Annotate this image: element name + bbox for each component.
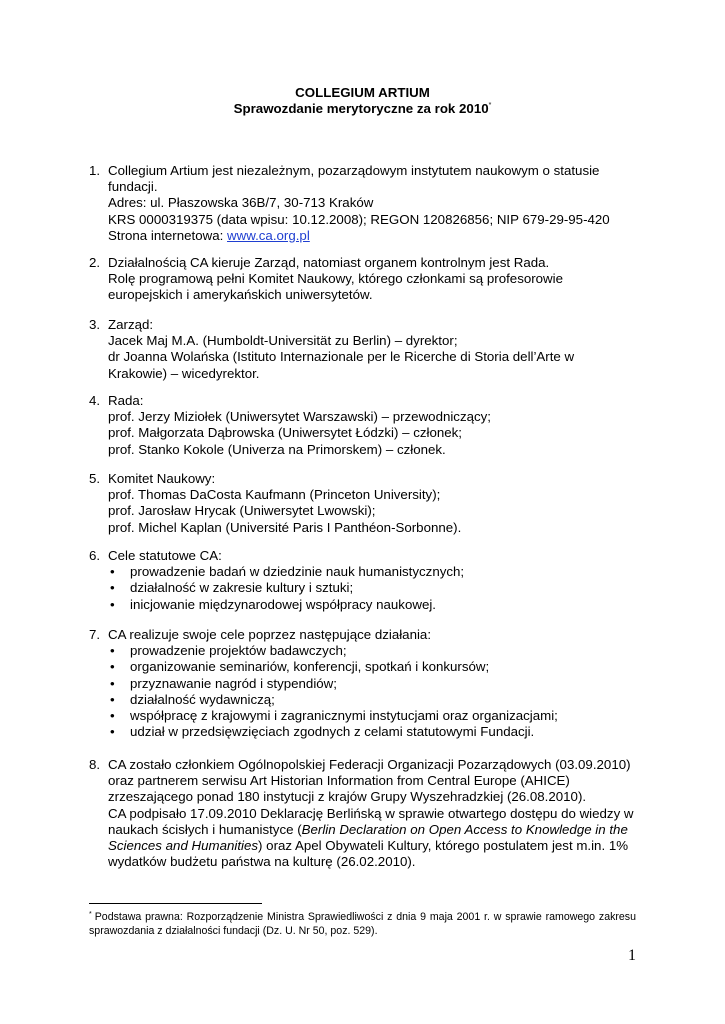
- text-span: naukach ścisłych i humanistyce (: [108, 821, 302, 837]
- text-line: prof. Małgorzata Dąbrowska (Uniwersytet Łódzki) – członek;: [108, 425, 462, 441]
- list-item: • przyznawanie nagród i stypendiów;: [108, 676, 648, 692]
- page-number: 1: [628, 947, 636, 964]
- bullet-list: [108, 564, 648, 613]
- subtitle-text: Sprawozdanie merytoryczne za rok 2010: [233, 101, 489, 116]
- text-line: Działalnością CA kieruje Zarząd, natomiast organem kontrolnym jest Rada.: [108, 255, 550, 270]
- text-line: CA podpisało 17.09.2010 Deklarację Berlińską w sprawie otwartego dostępu do wiedzy w: [108, 805, 634, 821]
- text-line: prof. Jerzy Miziołek (Uniwersytet Warszawski) – przewodniczący;: [108, 409, 491, 425]
- text-line: wydatków budżetu państwa na kulturę (26.02.2010).: [108, 854, 416, 870]
- list-item: • inicjowanie międzynarodowej współpracy naukowej.: [108, 597, 648, 613]
- section-heading: Komitet Naukowy:: [108, 471, 216, 486]
- document-subtitle: [0, 101, 725, 116]
- website-link[interactable]: www.ca.org.pl: [227, 227, 310, 243]
- website-line: [108, 228, 648, 244]
- text-line: prof. Jarosław Hrycak (Uniwersytet Lwowski);: [108, 503, 376, 519]
- document-title: COLLEGIUM ARTIUM: [295, 85, 430, 100]
- footnote: [89, 908, 636, 938]
- text-line: [108, 822, 648, 838]
- section-heading: CA realizuje swoje cele poprzez następujące działania:: [108, 627, 432, 642]
- list-item: • udział w przedsięwzięciach zgodnych z celami statutowymi Fundacji.: [108, 724, 648, 740]
- declaration-title: Berlin Declaration on Open Access to Knowledge in the: [301, 821, 628, 837]
- section-number: 8.: [89, 757, 101, 772]
- section-number: 3.: [89, 317, 101, 332]
- text-line: dr Joanna Wolańska (Istituto Internazionale per le Ricerche di Storia dell’Arte w: [108, 349, 575, 365]
- address-line: Adres: ul. Płaszowska 36B/7, 30-713 Kraków: [108, 195, 374, 211]
- section-number: 2.: [89, 255, 101, 270]
- text-span: ) oraz Apel Obywateli Kultury, którego postulatem jest m.in. 1%: [258, 838, 629, 854]
- text-line: europejskich i amerykańskich uniwersytetów.: [108, 287, 373, 303]
- section-number: 5.: [89, 471, 101, 486]
- text-line: [108, 838, 648, 854]
- text-line: prof. Thomas DaCosta Kaufmann (Princeton University);: [108, 487, 441, 503]
- text-line: oraz partnerem serwisu Art Historian Information from Central Europe (AHICE): [108, 773, 570, 789]
- list-item: • prowadzenie projektów badawczych;: [108, 643, 648, 659]
- text-line: CA zostało członkiem Ogólnopolskiej Federacji Organizacji Pozarządowych (03.09.2010): [108, 757, 631, 772]
- footnote-text: Podstawa prawna: Rozporządzenie Ministra Sprawiedliwości z dnia 9 maja 2001 r. w sprawie ramowego zakresu sprawozdania z działalności fundacji (Dz. U. Nr 50, poz. 529).: [89, 911, 636, 937]
- text-line: Krakowie) – wicedyrektor.: [108, 365, 260, 381]
- text-line: Collegium Artium jest niezależnym, pozarządowym instytutem naukowym o statusie: [108, 163, 600, 178]
- section-number: 7.: [89, 627, 101, 642]
- footnote-ref-mark: *: [488, 102, 492, 109]
- text-line: Jacek Maj M.A. (Humboldt-Universität zu Berlin) – dyrektor;: [108, 333, 458, 349]
- text-line: prof. Stanko Kokole (Univerza na Primorskem) – członek.: [108, 441, 446, 457]
- section-heading: Cele statutowe CA:: [108, 548, 222, 563]
- section-heading: Rada:: [108, 393, 144, 408]
- text-line: prof. Michel Kaplan (Université Paris I Panthéon-Sorbonne).: [108, 519, 462, 535]
- footnote-mark: *: [89, 911, 92, 918]
- section-number: 1.: [89, 163, 101, 178]
- text-line: fundacji.: [108, 179, 158, 195]
- text-line: Rolę programową pełni Komitet Naukowy, którego członkami są profesorowie: [108, 271, 564, 287]
- bullet-list: [108, 643, 648, 740]
- registry-line: KRS 0000319375 (data wpisu: 10.12.2008); REGON 120826856; NIP 679-29-95-420: [108, 211, 610, 227]
- text-line: zrzeszającego ponad 180 instytucji z krajów Grupy Wyszehradzkiej (26.08.2010).: [108, 789, 587, 805]
- section-number: 6.: [89, 548, 101, 563]
- list-item: • organizowanie seminariów, konferencji, spotkań i konkursów;: [108, 659, 648, 675]
- section-heading: Zarząd:: [108, 317, 154, 332]
- footnote-divider: [89, 903, 262, 904]
- list-item: • działalność wydawniczą;: [108, 692, 648, 708]
- list-item: • działalność w zakresie kultury i sztuki;: [108, 580, 648, 596]
- declaration-title: Sciences and Humanities: [108, 838, 259, 854]
- list-item: • prowadzenie badań w dziedzinie nauk humanistycznych;: [108, 564, 648, 580]
- list-item: • współpracę z krajowymi i zagranicznymi instytucjami oraz organizacjami;: [108, 708, 648, 724]
- section-number: 4.: [89, 393, 101, 408]
- website-label: Strona internetowa:: [108, 227, 228, 243]
